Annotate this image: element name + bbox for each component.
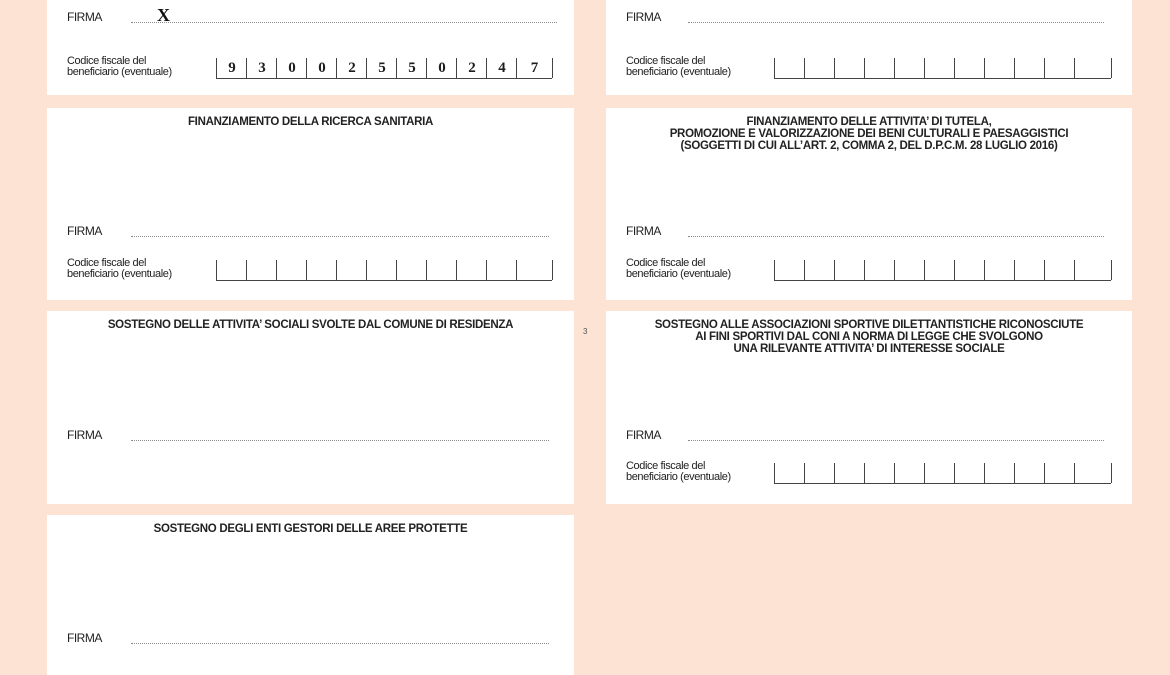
cf-digit[interactable]	[1044, 58, 1075, 78]
box-title: SOSTEGNO DEGLI ENTI GESTORI DELLE AREE PROTETTE	[153, 523, 468, 535]
cf-digit[interactable]	[954, 463, 985, 483]
codice-fiscale-label: Codice fiscale del beneficiario (eventuale)	[626, 257, 731, 280]
cf-digit[interactable]	[1014, 463, 1045, 483]
codice-fiscale-label: Codice fiscale del beneficiario (eventuale)	[626, 55, 731, 78]
firma-mark: X	[157, 5, 170, 25]
cf-digit[interactable]	[894, 463, 925, 483]
firma-row	[626, 220, 1104, 240]
cf-digit[interactable]	[834, 260, 865, 280]
codice-fiscale-row	[626, 461, 1116, 491]
cf-digit[interactable]: 9	[216, 58, 247, 78]
firma-signature-line[interactable]	[131, 22, 557, 23]
cf-digit[interactable]: 2	[456, 58, 487, 78]
firma-signature-line[interactable]	[688, 440, 1104, 441]
cf-digit[interactable]	[456, 260, 487, 280]
box-ricerca-sanitaria	[47, 108, 574, 300]
cf-digit[interactable]	[864, 463, 895, 483]
codice-fiscale-boxes[interactable]	[774, 260, 1111, 281]
box-associazioni-sportive	[606, 311, 1132, 504]
cf-digit[interactable]	[336, 260, 367, 280]
cf-digit[interactable]	[804, 260, 835, 280]
box-title: FINANZIAMENTO DELLA RICERCA SANITARIA	[187, 116, 434, 128]
cf-digit[interactable]	[804, 58, 835, 78]
firma-signature-line[interactable]	[131, 643, 549, 644]
cf-digit[interactable]	[1014, 260, 1045, 280]
page-number: 3	[583, 327, 588, 336]
cf-digit[interactable]	[954, 58, 985, 78]
cf-digit[interactable]	[1044, 463, 1075, 483]
cf-digit[interactable]	[486, 260, 517, 280]
codice-fiscale-row	[626, 56, 1116, 86]
firma-label: FIRMA	[626, 428, 661, 442]
cf-digit[interactable]	[1014, 58, 1045, 78]
firma-signature-line[interactable]	[688, 22, 1104, 23]
cf-digit[interactable]	[864, 260, 895, 280]
cf-digit[interactable]	[276, 260, 307, 280]
cf-digit[interactable]	[954, 260, 985, 280]
codice-fiscale-boxes[interactable]	[774, 58, 1111, 79]
cf-digit[interactable]: 2	[336, 58, 367, 78]
box-title: FINANZIAMENTO DELLE ATTIVITA’ DI TUTELA, PROMOZIONE E VALORIZZAZIONE DEI BENI CULTURALI E PAESAGGISTICI (SOGGETTI DI CUI ALL’ART. 2, COMMA 2, DEL D.P.C.M. 28 LUGLIO 2016)	[669, 116, 1069, 152]
cf-digit[interactable]	[216, 260, 247, 280]
firma-row	[67, 424, 549, 444]
box-volontariato	[47, 0, 574, 95]
codice-fiscale-row	[626, 258, 1116, 288]
cf-digit[interactable]	[306, 260, 337, 280]
codice-fiscale-label: Codice fiscale del beneficiario (eventuale)	[626, 460, 731, 483]
cf-digit[interactable]	[984, 463, 1015, 483]
cf-digit[interactable]	[894, 260, 925, 280]
cf-digit[interactable]	[1074, 463, 1112, 483]
cf-digit[interactable]: 0	[276, 58, 307, 78]
cf-digit[interactable]	[864, 58, 895, 78]
cf-digit[interactable]: 5	[396, 58, 427, 78]
cf-digit[interactable]	[1074, 58, 1112, 78]
firma-label: FIRMA	[626, 224, 661, 238]
firma-row	[67, 220, 549, 240]
codice-fiscale-boxes[interactable]	[216, 58, 552, 79]
cf-digit[interactable]	[1074, 260, 1112, 280]
cf-digit[interactable]	[246, 260, 277, 280]
cf-digit[interactable]	[774, 260, 805, 280]
codice-fiscale-row	[67, 258, 557, 288]
cf-digit[interactable]	[924, 58, 955, 78]
cf-digit[interactable]	[366, 260, 397, 280]
cf-digit[interactable]	[396, 260, 427, 280]
firma-signature-line[interactable]	[131, 236, 549, 237]
cf-digit[interactable]	[426, 260, 457, 280]
cf-digit[interactable]	[984, 260, 1015, 280]
cf-digit[interactable]	[984, 58, 1015, 78]
cf-digit[interactable]	[894, 58, 925, 78]
firma-signature-line[interactable]	[131, 440, 549, 441]
firma-row	[67, 627, 549, 647]
cf-digit[interactable]: 0	[426, 58, 457, 78]
cf-digit[interactable]: 4	[486, 58, 517, 78]
box-title: SOSTEGNO DELLE ATTIVITA’ SOCIALI SVOLTE DAL COMUNE DI RESIDENZA	[107, 319, 514, 331]
cf-digit[interactable]: 7	[516, 58, 553, 78]
firma-row	[67, 6, 557, 26]
cf-digit[interactable]	[516, 260, 553, 280]
codice-fiscale-row	[67, 56, 557, 86]
cf-digit[interactable]	[774, 463, 805, 483]
firma-label: FIRMA	[67, 428, 102, 442]
codice-fiscale-boxes[interactable]	[774, 463, 1111, 484]
cf-digit[interactable]	[774, 58, 805, 78]
firma-label: FIRMA	[67, 10, 102, 24]
box-beni-culturali	[606, 108, 1132, 300]
firma-label: FIRMA	[626, 10, 661, 24]
cf-digit[interactable]	[924, 260, 955, 280]
box-comune-residenza	[47, 311, 574, 504]
cf-digit[interactable]	[1044, 260, 1075, 280]
codice-fiscale-label: Codice fiscale del beneficiario (eventuale)	[67, 55, 172, 78]
cf-digit[interactable]	[924, 463, 955, 483]
firma-label: FIRMA	[67, 631, 102, 645]
box-title: SOSTEGNO ALLE ASSOCIAZIONI SPORTIVE DILETTANTISTICHE RICONOSCIUTE AI FINI SPORTIVI DAL CONI A NORMA DI LEGGE CHE SVOLGONO UNA RILEVANTE ATTIVITA’ DI INTERESSE SOCIALE	[654, 319, 1084, 355]
firma-label: FIRMA	[67, 224, 102, 238]
cf-digit[interactable]	[804, 463, 835, 483]
firma-row	[626, 424, 1104, 444]
cf-digit[interactable]: 5	[366, 58, 397, 78]
cf-digit[interactable]: 3	[246, 58, 277, 78]
codice-fiscale-boxes[interactable]	[216, 260, 552, 281]
box-aree-protette	[47, 515, 574, 675]
codice-fiscale-label: Codice fiscale del beneficiario (eventuale)	[67, 257, 172, 280]
cf-digit[interactable]	[834, 463, 865, 483]
firma-signature-line[interactable]	[688, 236, 1104, 237]
cf-digit[interactable]: 0	[306, 58, 337, 78]
firma-row	[626, 6, 1104, 26]
box-ricerca-scientifica	[606, 0, 1132, 95]
cf-digit[interactable]	[834, 58, 865, 78]
